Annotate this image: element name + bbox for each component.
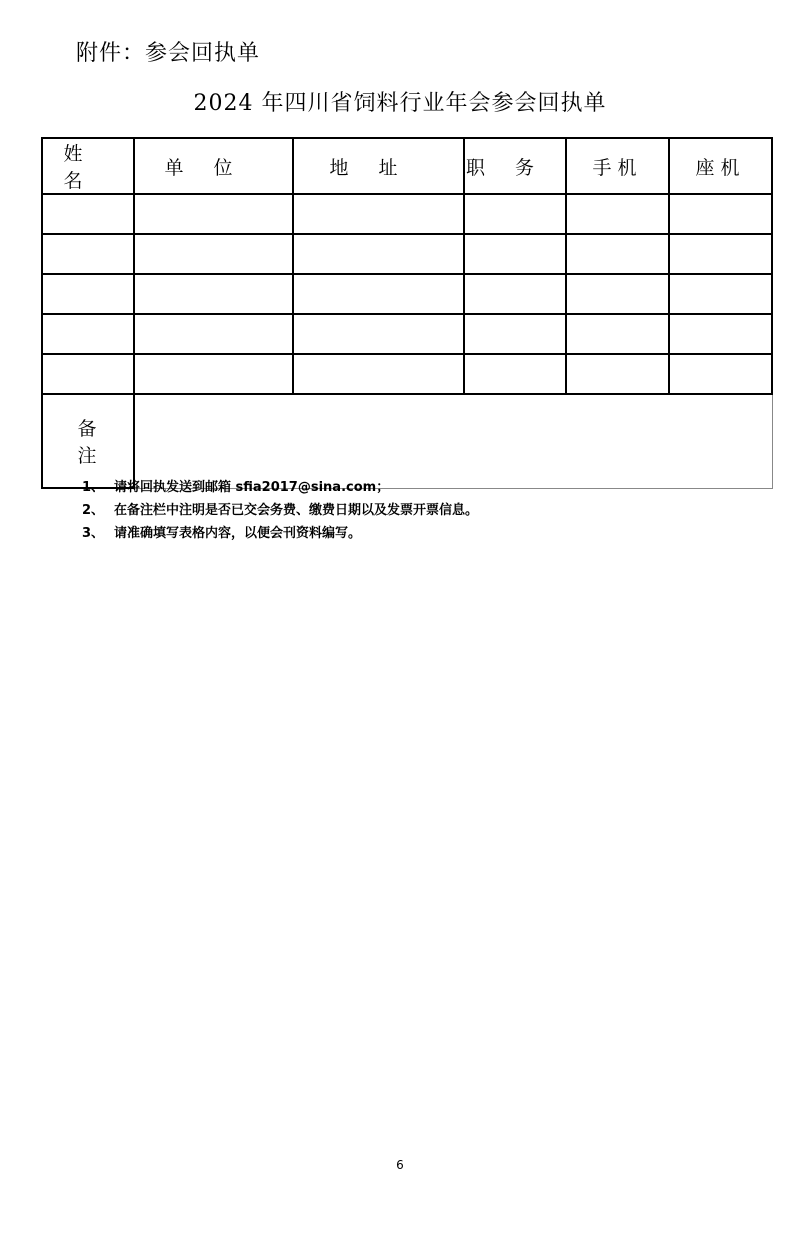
remarks-label: 备注	[42, 394, 134, 488]
note-text: 在备注栏中注明是否已交会务费、缴费日期以及发票开票信息。	[114, 503, 479, 518]
position-cell[interactable]	[464, 314, 566, 354]
table-header-row	[42, 138, 772, 194]
header-name: 姓名	[42, 138, 134, 194]
position-cell[interactable]	[464, 234, 566, 274]
header-position: 职务	[464, 138, 566, 194]
table-row	[42, 274, 772, 314]
address-cell[interactable]	[293, 234, 464, 274]
attachment-label: 附件：参会回执单	[76, 41, 261, 66]
remarks-cell[interactable]	[134, 394, 772, 488]
note-text: 请准确填写表格内容，以便会刊资料编写。	[114, 526, 362, 541]
name-cell[interactable]	[42, 194, 134, 234]
note-text: 请将回执发送到邮箱 sfia2017@sina.com；	[114, 480, 390, 495]
mobile-cell[interactable]	[566, 354, 669, 394]
page-title: 2024 年四川省饲料行业年会参会回执单	[193, 91, 607, 116]
position-cell[interactable]	[464, 354, 566, 394]
table-row	[42, 194, 772, 234]
header-address: 地址	[293, 138, 464, 194]
mobile-cell[interactable]	[566, 194, 669, 234]
name-cell[interactable]	[42, 274, 134, 314]
name-cell[interactable]	[42, 314, 134, 354]
address-cell[interactable]	[293, 194, 464, 234]
notes-list	[82, 476, 478, 545]
landline-cell[interactable]	[669, 354, 772, 394]
unit-cell[interactable]	[134, 274, 293, 314]
mobile-cell[interactable]	[566, 234, 669, 274]
list-item	[82, 476, 478, 499]
header-mobile: 手机	[566, 138, 669, 194]
mobile-cell[interactable]	[566, 274, 669, 314]
landline-cell[interactable]	[669, 274, 772, 314]
unit-cell[interactable]	[134, 194, 293, 234]
landline-cell[interactable]	[669, 194, 772, 234]
address-cell[interactable]	[293, 314, 464, 354]
address-cell[interactable]	[293, 274, 464, 314]
name-cell[interactable]	[42, 234, 134, 274]
landline-cell[interactable]	[669, 314, 772, 354]
list-item	[82, 522, 478, 545]
table-row	[42, 314, 772, 354]
mobile-cell[interactable]	[566, 314, 669, 354]
unit-cell[interactable]	[134, 354, 293, 394]
landline-cell[interactable]	[669, 234, 772, 274]
header-landline: 座机	[669, 138, 772, 194]
unit-cell[interactable]	[134, 314, 293, 354]
page-number: 6	[396, 1158, 404, 1172]
address-cell[interactable]	[293, 354, 464, 394]
table-row	[42, 234, 772, 274]
table-row	[42, 354, 772, 394]
header-unit: 单位	[134, 138, 293, 194]
note-number: 3、	[82, 526, 105, 541]
name-cell[interactable]	[42, 354, 134, 394]
position-cell[interactable]	[464, 194, 566, 234]
note-number: 2、	[82, 503, 105, 518]
unit-cell[interactable]	[134, 234, 293, 274]
remarks-row	[42, 394, 772, 488]
position-cell[interactable]	[464, 274, 566, 314]
registration-form-table	[41, 137, 773, 489]
note-number: 1、	[82, 480, 105, 495]
list-item	[82, 499, 478, 522]
